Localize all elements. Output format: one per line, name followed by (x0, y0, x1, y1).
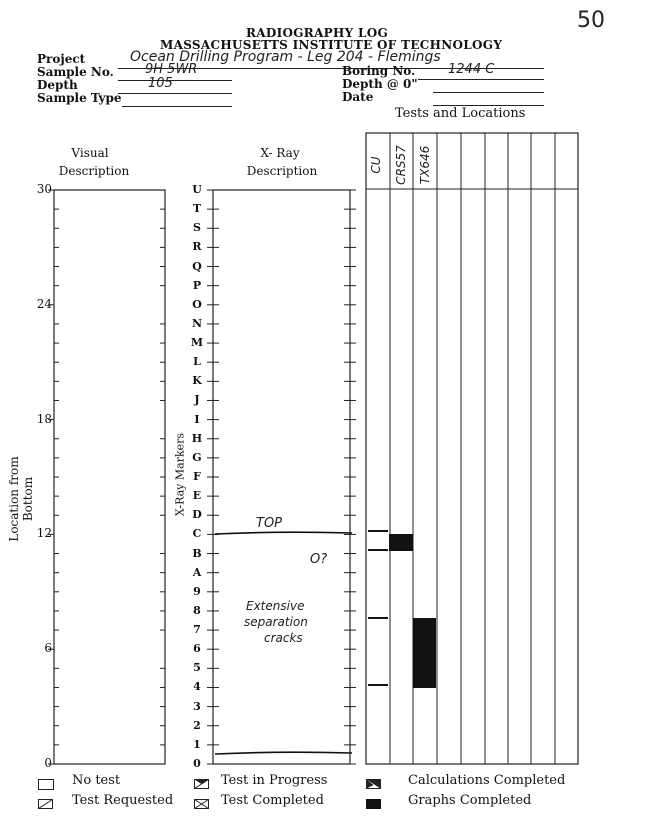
xray-marker: G (192, 450, 202, 464)
y-tick-label: 12 (36, 526, 52, 541)
annotation-question: O? (310, 552, 328, 567)
project-value: Ocean Drilling Program - Leg 204 - Flemings (130, 49, 441, 65)
test-col-crs: CRS57 (394, 145, 408, 185)
xray-marker: F (193, 470, 201, 483)
xray-marker: 2 (193, 718, 201, 732)
top-line (215, 532, 352, 534)
legend-test-completed-label: Test Completed (221, 793, 324, 808)
depth-value: 105 (148, 76, 173, 91)
bottom-line (215, 752, 352, 754)
depth-label: Depth (37, 78, 78, 92)
xray-marker: A (192, 565, 202, 579)
xray-marker: L (193, 355, 201, 369)
xray-marker: 9 (193, 584, 201, 598)
legend-test-in-progress (194, 775, 210, 794)
y-tick-label: 6 (44, 641, 52, 656)
legend-no-test-label: No test (72, 773, 121, 788)
log-title: RADIOGRAPHY LOG (246, 26, 389, 40)
xray-description-box (213, 190, 350, 764)
xray-header-2: Description (246, 164, 318, 178)
date-label: Date (342, 90, 374, 104)
annotation-top: TOP (256, 516, 283, 531)
xray-marker: Q (192, 259, 202, 273)
test-in-progress-icon (194, 779, 210, 790)
xray-marker: M (190, 336, 204, 350)
y-tick-label: 24 (36, 296, 52, 311)
test-completed-icon (194, 799, 210, 810)
markers-axis-label: X-Ray Markers (173, 432, 187, 517)
xray-marker: U (192, 183, 202, 196)
legend-test-requested-label: Test Requested (72, 793, 174, 808)
legend-graphs-completed-label: Graphs Completed (408, 793, 532, 808)
xray-marker: K (192, 374, 202, 388)
legend-test-completed (194, 795, 210, 814)
xray-marker: 3 (193, 699, 201, 713)
xray-marker: 6 (193, 642, 201, 656)
visual-description-box (54, 190, 165, 764)
xray-marker: T (192, 202, 202, 216)
tests-grid-box (366, 133, 578, 764)
xray-marker: R (192, 240, 202, 254)
test-col-tx: TX646 (418, 145, 432, 185)
sample-no-value: 9H 5WR (145, 62, 198, 77)
xray-marker: N (191, 316, 203, 330)
y-tick-label: 30 (36, 182, 52, 196)
depth-at-label: Depth @ 0" (342, 77, 418, 91)
xray-marker: E (192, 489, 202, 503)
legend-calculations-completed-label: Calculations Completed (408, 773, 566, 788)
boring-no-value: 1244 C (448, 62, 495, 77)
xray-marker: O (192, 297, 202, 311)
xray-marker: 8 (193, 603, 201, 617)
legend-no-test (38, 775, 54, 794)
xray-marker: 4 (193, 680, 201, 694)
test-requested-icon (38, 799, 54, 810)
page-number: 50 (577, 8, 605, 33)
visual-ticks (48, 190, 165, 764)
institution-name: MASSACHUSETTS INSTITUTE OF TECHNOLOGY (160, 38, 503, 52)
y-tick-label: 0 (44, 756, 52, 770)
legend-calculations-completed (366, 775, 382, 794)
xray-marker: P (192, 278, 202, 292)
graphs-completed-icon (366, 799, 382, 810)
y-axis-label: Location from Bottom (7, 456, 35, 542)
tests-locations-label: Tests and Locations (395, 106, 526, 121)
graphs-completed-block (413, 618, 436, 688)
sample-no-label: Sample No. (37, 65, 114, 79)
visual-header-2: Description (58, 164, 130, 178)
xray-header-1: X- Ray (260, 146, 300, 160)
graphs-completed-block (389, 534, 413, 551)
legend-test-requested (38, 795, 54, 814)
xray-marker: J (194, 393, 200, 407)
sample-type-label: Sample Type (37, 91, 122, 105)
xray-marker: C (192, 527, 202, 541)
xray-marker: 0 (193, 757, 201, 770)
y-tick-label: 18 (36, 411, 52, 426)
annotation-note-3: cracks (264, 631, 303, 645)
project-label: Project (37, 52, 86, 66)
annotation-note-1: Extensive (246, 599, 305, 613)
calculations-completed-icon (366, 779, 382, 790)
no-test-icon (38, 779, 54, 790)
xray-marker: 1 (193, 737, 201, 751)
boring-no-label: Boring No. (342, 64, 416, 78)
xray-marker: B (192, 546, 202, 560)
xray-marker: S (193, 221, 201, 235)
xray-marker: 7 (193, 623, 201, 637)
xray-marker: D (192, 508, 202, 522)
legend-graphs-completed (366, 795, 382, 814)
annotation-note-2: separation (244, 615, 308, 629)
visual-header-1: Visual (71, 146, 109, 160)
xray-marker: I (194, 412, 200, 426)
legend-test-in-progress-label: Test in Progress (221, 773, 328, 788)
test-col-cu: CU (369, 156, 383, 174)
xray-marker: H (191, 431, 203, 445)
xray-ticks (207, 190, 356, 764)
xray-marker: 5 (193, 661, 201, 675)
